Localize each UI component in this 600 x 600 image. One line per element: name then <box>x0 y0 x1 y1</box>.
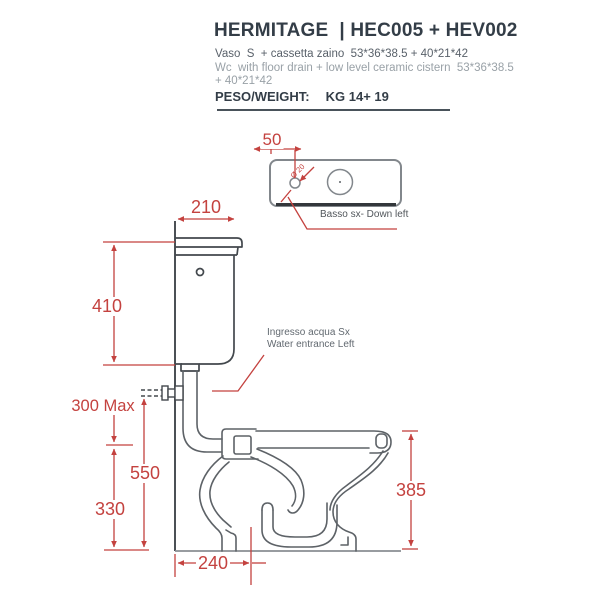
rim-cap-hole <box>376 434 387 448</box>
dim-label-385: 385 <box>395 480 427 500</box>
cistern-lid <box>175 238 242 247</box>
toilet-bowl <box>200 429 391 551</box>
water-inlet-fitting <box>141 386 183 400</box>
bowl-right-inner <box>330 451 383 510</box>
top-view-caption: Basso sx- Down left <box>320 209 409 220</box>
cistern-side-view <box>175 238 242 371</box>
inlet-nut <box>162 386 168 400</box>
water-inlet-label-line2: Water entrance Left <box>267 339 355 350</box>
cistern-lid-step <box>175 247 238 255</box>
weight-label: PESO/WEIGHT: <box>215 89 310 104</box>
dim-label-550: 550 <box>129 463 161 483</box>
dim-label-50: 50 <box>262 130 282 149</box>
water-inlet-label-line1: Ingresso acqua Sx <box>267 327 350 338</box>
hole-diameter-label: Ø 20 <box>288 162 307 180</box>
inlet-leader-line <box>212 355 264 391</box>
bowl-left-inner <box>210 462 231 527</box>
trap-curl <box>262 503 273 510</box>
cistern-button <box>197 269 204 276</box>
dim-label-240: 240 <box>197 553 229 573</box>
weight-row <box>215 89 389 104</box>
inlet-flange <box>175 386 183 400</box>
cistern-body <box>175 255 234 364</box>
subtitle-english-line1: Wc with floor drain + low level ceramic cistern 53*36*38.5 <box>215 62 514 74</box>
bowl-right-outer <box>333 453 388 551</box>
subtitle-italian: Vaso S + cassetta zaino 53*36*38.5 + 40*21*42 <box>215 48 468 60</box>
inlet-nut <box>168 389 175 397</box>
weir-curve-inner <box>251 457 296 506</box>
spud-inner <box>234 436 251 454</box>
page-title: HERMITAGE | HEC005 + HEV002 <box>214 20 518 41</box>
header-divider <box>217 109 450 111</box>
flush-pipe-inner <box>197 371 222 439</box>
subtitle-english-line2: + 40*21*42 <box>215 75 273 87</box>
dim-label-300max: 300 Max <box>71 397 135 415</box>
rim-top <box>256 431 391 453</box>
left-foot-notch <box>226 530 236 551</box>
flush-pipe-outer <box>183 371 222 452</box>
right-foot-notch <box>341 537 348 545</box>
weight-value: KG 14+ 19 <box>325 89 389 104</box>
dim-label-210: 210 <box>190 197 222 217</box>
flush-pipe <box>183 371 222 452</box>
dimension-lines <box>103 219 418 585</box>
dim-label-330: 330 <box>94 499 126 519</box>
dim-label-410: 410 <box>91 296 123 316</box>
hole-center-dot <box>339 181 341 183</box>
flush-pipe-collar <box>181 364 199 371</box>
